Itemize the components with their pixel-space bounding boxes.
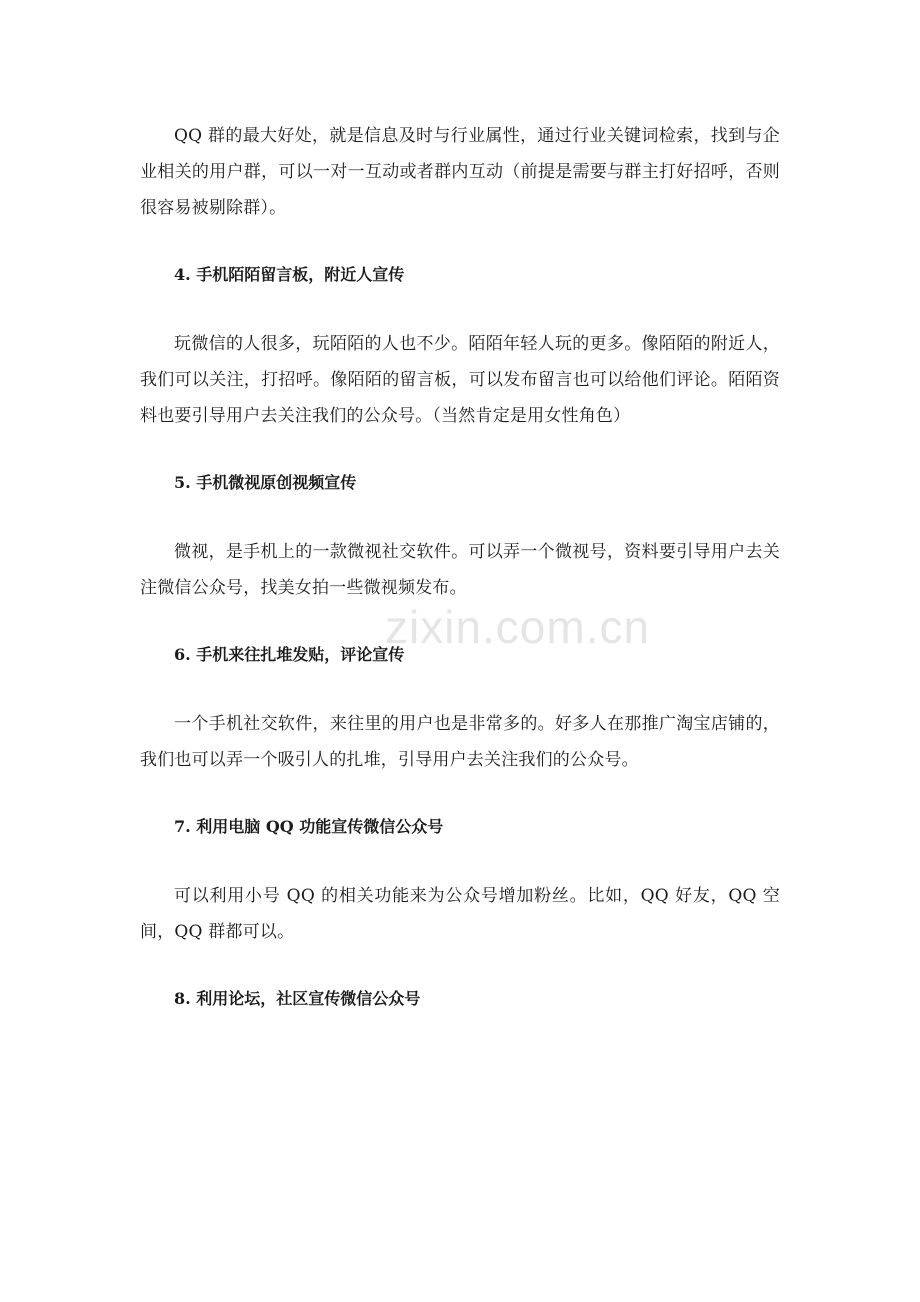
watermark: zixin.com.cn (385, 601, 651, 653)
paragraph-momo: 玩微信的人很多，玩陌陌的人也不少。陌陌年轻人玩的更多。像陌陌的附近人，我们可以关注，打招呼。像陌陌的留言板，可以发布留言也可以给他们评论。陌陌资料也要引导用户去关注我们的公众号。（当然肯定是用女性角色） (140, 334, 780, 426)
paragraph-qq-group: QQ 群的最大好处，就是信息及时与行业属性，通过行业关键词检索，找到与企业相关的用户群，可以一对一互动或者群内互动（前提是需要与群主打好招呼，否则很容易被剔除群）。 (140, 126, 780, 218)
heading-forum: 8. 利用论坛，社区宣传微信公众号 (174, 989, 421, 1008)
heading-pc-qq: 7. 利用电脑 QQ 功能宣传微信公众号 (174, 817, 444, 836)
paragraph-laiwang: 一个手机社交软件，来往里的用户也是非常多的。好多人在那推广淘宝店铺的，我们也可以弄一个吸引人的扎堆，引导用户去关注我们的公众号。 (140, 714, 780, 770)
document-content (140, 118, 780, 1050)
heading-momo: 4. 手机陌陌留言板，附近人宣传 (174, 265, 405, 284)
paragraph-weishi: 微视，是手机上的一款微视社交软件。可以弄一个微视号，资料要引导用户去关注微信公众号，找美女拍一些微视频发布。 (140, 542, 780, 598)
heading-laiwang: 6. 手机来往扎堆发贴，评论宣传 (174, 645, 405, 664)
heading-weishi: 5. 手机微视原创视频宣传 (174, 473, 357, 492)
paragraph-pc-qq: 可以利用小号 QQ 的相关功能来为公众号增加粉丝。比如，QQ 好友，QQ 空间，QQ 群都可以。 (140, 886, 780, 942)
